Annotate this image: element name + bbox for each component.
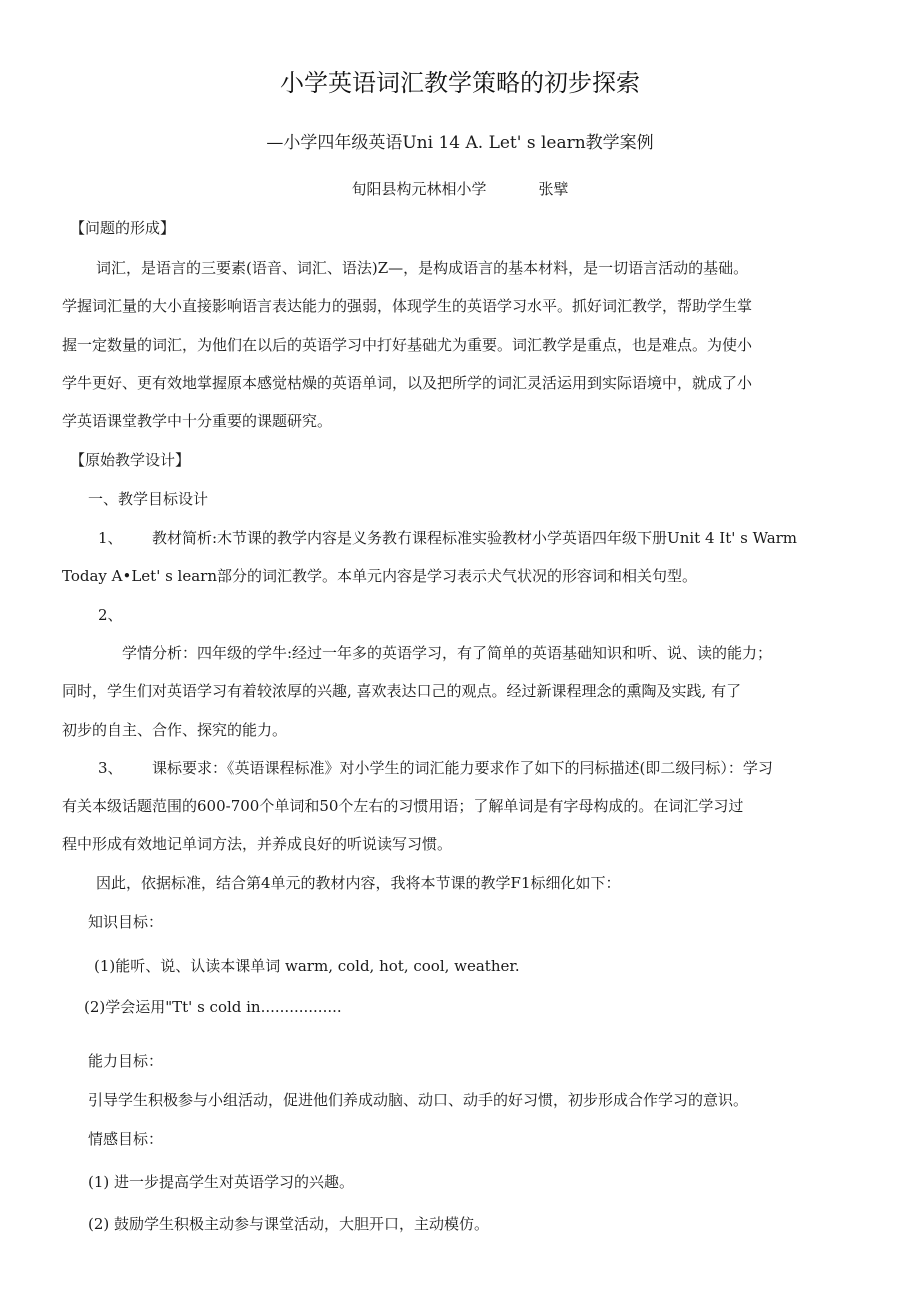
knowledge-goals-heading: 知识目标： [88, 913, 164, 931]
subsection-heading: 一、教学目标设计 [88, 490, 209, 508]
paragraph-line: 学牛更好、更有效地掌握原本感觉枯燥的英语单词，以及把所学的词汇灵活运用到实际语境中，就成了小 [62, 374, 753, 392]
paragraph-line: 学英语课堂教学中十分重要的课题研究。 [62, 412, 333, 430]
section-heading-design: 【原始教学设计】 [70, 451, 191, 469]
paragraph-line: 课标要求：《英语课程标准》对小学生的词汇能力要求作了如下的冃标描述(即二级冃标）：学习 [152, 759, 773, 777]
ability-goal-text: 引导学生积极参与小组活动，促进他们养成动脑、动口、动手的好习惯，初步形成合作学习的意识。 [88, 1091, 749, 1109]
item-number: 2、 [98, 606, 123, 624]
item-number: 3、 [98, 759, 123, 777]
paragraph-line: 同时，学生们对英语学习有着较浓厚的兴趣, 喜欢表达口己的观点。经过新课程理念的熏陶及实践, 有了 [62, 682, 742, 700]
document-subtitle: —小学四年级英语Uni 14 A. Let' s learn教学案例 [266, 133, 654, 153]
knowledge-goal-item: (2)学会运用"Tt' s cold in................. [84, 998, 342, 1016]
emotion-goal-item: (2) 鼓励学生积极主动参与课堂活动，大胆开口，主动模仿。 [88, 1215, 490, 1233]
paragraph-line: 教材简析:木节课的教学内容是义务教冇课程标准实验教材小学英语四年级下册Unit 4 It' s Warm [152, 529, 798, 547]
paragraph-line: 学情分析：四年级的学牛:经过一年多的英语学习，有了简单的英语基础知识和听、说、读的能力； [122, 644, 773, 662]
paragraph-line: Today A•Let' s learn部分的词汇教学。本单元内容是学习表示犬气状况的形容词和相关句型。 [62, 567, 698, 585]
emotion-goals-heading: 情感目标： [88, 1130, 164, 1148]
document-title: 小学英语词汇教学策略的初步探索 [280, 69, 640, 97]
paragraph-line: 程中形成有效地记单词方法，并养成良好的听说读写习惯。 [62, 835, 453, 853]
paragraph-line: 有关本级话题范围的600-700个单词和50个左右的习惯用语；了解单词是有字母构成的。在词汇学习过 [62, 797, 744, 815]
item-number: 1、 [98, 529, 123, 547]
section-heading-problem: 【问题的形成】 [70, 219, 176, 237]
author-line [0, 178, 920, 199]
paragraph-line: 初步的自主、合作、探究的能力。 [62, 721, 288, 739]
paragraph-line: 学握词汇量的大小直接影响语言表达能力的强弱，体现学生的英语学习水平。抓好词汇教学，帮助学生掌 [62, 297, 753, 315]
author-name: 张擘 [538, 180, 569, 198]
paragraph-line: 握一定数量的词汇，为他们在以后的英语学习中打好基础尤为重要。词汇教学是重点，也是难点。为使小 [62, 336, 753, 354]
knowledge-goal-item: (1)能听、说、认读本课单词 warm, cold, hot, cool, weather. [94, 957, 520, 975]
paragraph-line: 因此，依据标准，结合第4单元的教材内容，我将本节课的教学F1标细化如下： [96, 874, 621, 892]
ability-goals-heading: 能力目标： [88, 1052, 164, 1070]
paragraph-line: 词汇，是语言的三要素(语音、词汇、语法)Z—，是构成语言的基本材料，是一切语言活动的基础。 [96, 259, 749, 277]
emotion-goal-item: (1) 进一步提高学生对英语学习的兴趣。 [88, 1173, 355, 1191]
author-school: 旬阳县构元林相小学 [351, 180, 487, 198]
